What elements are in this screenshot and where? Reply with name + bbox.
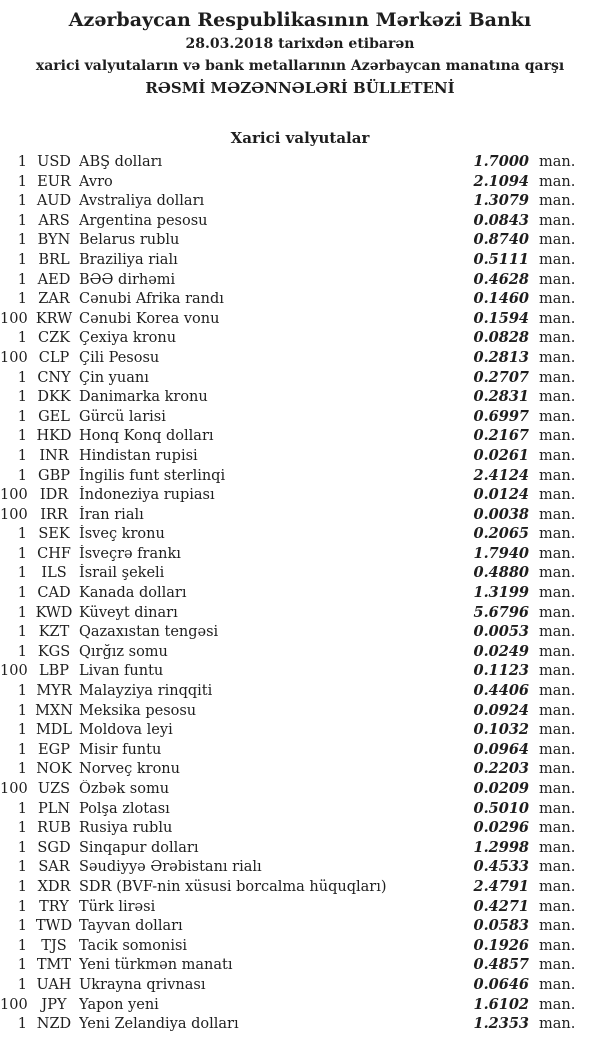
currency-code: NZD — [36, 1016, 72, 1033]
rate-value: 2.1094 — [473, 172, 529, 190]
currency-code: SGD — [37, 839, 71, 856]
page-title: Azərbaycan Respublikasının Mərkəzi Bankı — [68, 9, 532, 31]
rate-row-czk — [0, 328, 576, 348]
unit-label: man. — [539, 976, 576, 993]
currency-code: INR — [39, 447, 69, 464]
rate-row-twd — [0, 916, 576, 936]
quantity: 1 — [17, 1016, 27, 1033]
currency-code: USD — [37, 154, 71, 170]
rate-value: 0.1926 — [473, 936, 529, 954]
quantity: 1 — [17, 820, 27, 837]
currency-name: Sinqapur dolları — [79, 839, 199, 856]
quantity: 1 — [17, 585, 27, 602]
rate-value: 0.4857 — [473, 956, 529, 974]
rate-value: 0.0646 — [473, 975, 529, 993]
currency-code: GEL — [38, 408, 70, 425]
quantity: 100 — [0, 996, 28, 1013]
unit-label: man. — [539, 154, 576, 170]
rate-row-zar — [0, 289, 576, 309]
currency-name: Yeni Zelandiya dolları — [79, 1016, 239, 1033]
currency-code: CLP — [38, 349, 70, 366]
unit-label: man. — [539, 741, 576, 758]
quantity: 1 — [17, 683, 27, 700]
rate-value: 0.4533 — [473, 858, 529, 876]
unit-label: man. — [539, 820, 576, 837]
currency-name: İsrail şekeli — [79, 565, 165, 582]
quantity: 1 — [17, 428, 27, 445]
currency-name: Küveyt dinarı — [79, 604, 178, 621]
quantity: 100 — [0, 349, 28, 366]
rate-row-kgs — [0, 642, 576, 662]
currency-code: AUD — [36, 193, 72, 210]
rate-value: 0.0828 — [473, 329, 529, 347]
quantity: 100 — [0, 310, 28, 327]
rate-row-idr — [0, 485, 576, 505]
quantity: 1 — [17, 389, 27, 406]
rate-value: 0.4880 — [473, 564, 529, 582]
unit-label: man. — [539, 291, 576, 308]
quantity: 1 — [17, 154, 27, 170]
currency-name: Rusiya rublu — [79, 820, 173, 837]
rate-value: 0.1594 — [473, 309, 529, 327]
unit-label: man. — [539, 898, 576, 915]
unit-label: man. — [539, 996, 576, 1013]
rate-row-cad — [0, 583, 576, 603]
quantity: 1 — [17, 937, 27, 954]
currency-code: EUR — [37, 173, 71, 190]
rate-value: 0.4628 — [473, 270, 529, 288]
unit-label: man. — [539, 585, 576, 602]
currency-name: Çin yuanı — [79, 369, 149, 386]
currency-code: UAH — [36, 976, 72, 993]
currency-name: İran rialı — [79, 506, 144, 523]
unit-label: man. — [539, 643, 576, 660]
quantity: 100 — [0, 781, 28, 797]
rate-value: 0.2167 — [473, 427, 529, 445]
currency-name: BƏƏ dirhəmi — [79, 271, 176, 288]
unit-label: man. — [539, 545, 576, 562]
rate-value: 1.3199 — [473, 584, 529, 602]
rate-row-lbp — [0, 661, 576, 681]
quantity: 1 — [17, 761, 27, 778]
rate-row-ars — [0, 211, 576, 231]
currency-code: XDR — [37, 878, 71, 895]
unit-label: man. — [539, 212, 576, 229]
rate-value: 1.2353 — [473, 1015, 529, 1033]
unit-label: man. — [539, 428, 576, 445]
rate-row-chf — [0, 544, 576, 564]
rate-row-myr — [0, 681, 576, 701]
quantity: 1 — [17, 447, 27, 464]
quantity: 1 — [17, 859, 27, 876]
currency-name: Çili Pesosu — [79, 349, 160, 366]
unit-label: man. — [539, 937, 576, 954]
rate-value: 1.3079 — [473, 192, 529, 210]
rate-row-ils — [0, 563, 576, 583]
unit-label: man. — [539, 1016, 576, 1033]
unit-label: man. — [539, 624, 576, 641]
quantity: 1 — [17, 330, 27, 347]
currency-name: İngilis funt sterlinqi — [79, 467, 226, 484]
rate-row-brl — [0, 250, 576, 270]
quantity: 1 — [17, 232, 27, 249]
currency-name: Tacik somonisi — [79, 937, 188, 954]
rate-row-byn — [0, 230, 576, 250]
rate-value: 0.0209 — [473, 780, 529, 797]
bulletin-title: RƏSMİ MƏZƏNNƏLƏRİ BÜLLETENİ — [145, 79, 455, 97]
currency-name: Qırğız somu — [79, 643, 168, 660]
rate-row-hkd — [0, 426, 576, 446]
quantity: 1 — [17, 918, 27, 935]
rate-row-egp — [0, 740, 576, 760]
rate-value: 0.0249 — [473, 642, 529, 660]
unit-label: man. — [539, 369, 576, 386]
unit-label: man. — [539, 467, 576, 484]
rate-row-rub — [0, 818, 576, 838]
rate-row-cny — [0, 368, 576, 388]
currency-name: Özbək somu — [79, 781, 170, 797]
currency-name: ABŞ dolları — [79, 154, 163, 170]
currency-name: Moldova leyi — [79, 722, 173, 739]
rate-value: 0.0924 — [473, 701, 529, 719]
rate-row-eur — [0, 172, 576, 192]
quantity: 1 — [17, 408, 27, 425]
quantity: 1 — [17, 741, 27, 758]
unit-label: man. — [539, 839, 576, 856]
currency-code: KWD — [35, 604, 73, 621]
rate-value: 0.0053 — [473, 623, 529, 641]
currency-name: Cənubi Korea vonu — [79, 310, 220, 327]
rate-row-tjs — [0, 936, 576, 956]
currency-code: IDR — [39, 487, 69, 504]
rate-row-mdl — [0, 720, 576, 740]
quantity: 1 — [17, 957, 27, 974]
rate-value: 0.0038 — [473, 505, 529, 523]
quantity: 1 — [17, 526, 27, 543]
rate-value: 1.2998 — [473, 838, 529, 856]
rate-row-irr — [0, 505, 576, 525]
currency-code: SAR — [38, 859, 70, 876]
rate-row-usd — [0, 152, 576, 172]
currency-name: Malayziya rinqqiti — [79, 683, 213, 700]
currency-name: Kanada dolları — [79, 585, 187, 602]
rate-value: 0.2813 — [473, 348, 529, 366]
currency-name: Avstraliya dolları — [79, 193, 205, 210]
quantity: 1 — [17, 702, 27, 719]
unit-label: man. — [539, 310, 576, 327]
rate-value: 0.5111 — [473, 250, 529, 268]
rate-row-uah — [0, 975, 576, 995]
unit-label: man. — [539, 232, 576, 249]
rate-row-pln — [0, 799, 576, 819]
unit-label: man. — [539, 251, 576, 268]
quantity: 100 — [0, 506, 28, 523]
quantity: 1 — [17, 624, 27, 641]
rate-row-krw — [0, 309, 576, 329]
unit-label: man. — [539, 918, 576, 935]
unit-label: man. — [539, 526, 576, 543]
quantity: 1 — [17, 976, 27, 993]
unit-label: man. — [539, 702, 576, 719]
unit-label: man. — [539, 800, 576, 817]
currency-code: GBP — [38, 467, 70, 484]
currency-name: Braziliya rialı — [79, 251, 178, 268]
rate-value: 0.2831 — [473, 388, 529, 406]
currency-name: Tayvan dolları — [79, 918, 183, 935]
bulletin-header — [0, 0, 600, 98]
rate-value: 0.5010 — [473, 799, 529, 817]
rate-value: 1.7000 — [473, 153, 529, 170]
currency-code: ILS — [41, 565, 67, 582]
quantity: 1 — [17, 291, 27, 308]
rate-value: 0.0124 — [473, 486, 529, 504]
rate-value: 0.1123 — [473, 662, 529, 680]
rate-value: 0.1032 — [473, 721, 529, 739]
currency-code: KZT — [38, 624, 70, 641]
currency-code: CZK — [37, 330, 70, 347]
rate-row-tmt — [0, 955, 576, 975]
unit-label: man. — [539, 408, 576, 425]
currency-code: CAD — [37, 585, 71, 602]
rate-row-nok — [0, 759, 576, 779]
rate-value: 0.2707 — [473, 368, 529, 386]
currency-code: IRR — [40, 506, 68, 523]
currency-code: ARS — [38, 212, 70, 229]
section-title-foreign-currencies: Xarici valyutalar — [230, 129, 370, 147]
quantity: 1 — [17, 193, 27, 210]
subject-line: xarici valyutaların və bank metallarının Azərbaycan manatına qarşı — [35, 58, 565, 74]
rate-row-clp — [0, 348, 576, 368]
rate-value: 0.0964 — [473, 740, 529, 758]
currency-name: Livan funtu — [79, 663, 164, 680]
unit-label: man. — [539, 604, 576, 621]
rate-row-try — [0, 897, 576, 917]
currency-code: JPY — [41, 996, 67, 1013]
quantity: 1 — [17, 878, 27, 895]
rate-value: 2.4124 — [473, 466, 529, 484]
quantity: 1 — [17, 643, 27, 660]
currency-code: AED — [37, 271, 71, 288]
rate-value: 0.8740 — [473, 231, 529, 249]
currency-name: SDR (BVF-nin xüsusi borcalma hüquqları) — [79, 878, 387, 895]
currency-name: Norveç kronu — [79, 761, 180, 778]
currency-code: TRY — [39, 898, 69, 915]
effective-date-line: 28.03.2018 tarixdən etibarən — [185, 36, 415, 52]
currency-name: Avro — [79, 173, 113, 190]
rate-value: 0.2065 — [473, 525, 529, 543]
unit-label: man. — [539, 781, 576, 797]
rate-value: 0.2203 — [473, 760, 529, 778]
rate-value: 0.4406 — [473, 682, 529, 700]
rate-row-gbp — [0, 466, 576, 486]
currency-code: CNY — [37, 369, 71, 386]
currency-code: RUB — [37, 820, 71, 837]
rate-row-xdr — [0, 877, 576, 897]
rate-row-mxn — [0, 701, 576, 721]
quantity: 1 — [17, 839, 27, 856]
rate-value: 0.0296 — [473, 819, 529, 837]
rate-row-inr — [0, 446, 576, 466]
currency-code: PLN — [37, 800, 71, 817]
currency-code: UZS — [37, 781, 71, 797]
quantity: 1 — [17, 898, 27, 915]
rate-value: 1.6102 — [473, 995, 529, 1013]
unit-label: man. — [539, 859, 576, 876]
unit-label: man. — [539, 193, 576, 210]
currency-name: Belarus rublu — [79, 232, 180, 249]
currency-name: Səudiyyə Ərəbistanı rialı — [79, 859, 262, 876]
currency-name: Polşa zlotası — [79, 800, 170, 817]
rates-table — [0, 152, 600, 1034]
currency-code: BYN — [37, 232, 71, 249]
currency-name: Yeni türkmən manatı — [79, 957, 233, 974]
rate-row-sek — [0, 524, 576, 544]
rate-row-sar — [0, 857, 576, 877]
rate-row-gel — [0, 407, 576, 427]
quantity: 1 — [17, 800, 27, 817]
unit-label: man. — [539, 565, 576, 582]
rate-value: 0.0261 — [473, 446, 529, 464]
quantity: 1 — [17, 212, 27, 229]
quantity: 1 — [17, 251, 27, 268]
quantity: 100 — [0, 487, 28, 504]
quantity: 1 — [17, 369, 27, 386]
currency-code: NOK — [36, 761, 72, 778]
currency-name: Yapon yeni — [79, 996, 159, 1013]
rate-row-kwd — [0, 603, 576, 623]
rate-row-kzt — [0, 622, 576, 642]
currency-name: Qazaxıstan tengəsi — [79, 624, 219, 641]
currency-code: KGS — [37, 643, 71, 660]
currency-code: BRL — [38, 251, 70, 268]
unit-label: man. — [539, 663, 576, 680]
currency-name: Meksika pesosu — [79, 702, 197, 719]
currency-name: Hindistan rupisi — [79, 447, 198, 464]
unit-label: man. — [539, 761, 576, 778]
currency-code: TJS — [41, 937, 67, 954]
unit-label: man. — [539, 487, 576, 504]
currency-name: İsveçrə frankı — [79, 545, 181, 562]
rate-row-uzs — [0, 779, 576, 799]
currency-code: MYR — [36, 683, 72, 700]
currency-name: İsveç kronu — [79, 526, 165, 543]
unit-label: man. — [539, 957, 576, 974]
quantity: 1 — [17, 722, 27, 739]
unit-label: man. — [539, 330, 576, 347]
currency-code: KRW — [35, 310, 73, 327]
rate-value: 0.4271 — [473, 897, 529, 915]
currency-name: Argentina pesosu — [79, 212, 208, 229]
currency-name: Ukrayna qrivnası — [79, 976, 206, 993]
quantity: 1 — [17, 604, 27, 621]
currency-name: Cənubi Afrika randı — [79, 291, 224, 308]
unit-label: man. — [539, 389, 576, 406]
currency-code: MXN — [35, 702, 73, 719]
currency-code: TMT — [36, 957, 72, 974]
rate-row-dkk — [0, 387, 576, 407]
quantity: 100 — [0, 663, 28, 680]
currency-name: Danimarka kronu — [79, 389, 208, 406]
currency-name: Gürcü larisi — [79, 408, 166, 425]
quantity: 1 — [17, 545, 27, 562]
currency-name: Türk lirəsi — [79, 898, 156, 915]
rate-value: 2.4791 — [473, 877, 529, 895]
quantity: 1 — [17, 271, 27, 288]
unit-label: man. — [539, 878, 576, 895]
rate-row-aud — [0, 191, 576, 211]
currency-code: MDL — [35, 722, 73, 739]
currency-code: TWD — [35, 918, 73, 935]
currency-code: SEK — [38, 526, 70, 543]
currency-code: DKK — [37, 389, 71, 406]
rate-row-jpy — [0, 995, 576, 1015]
quantity: 1 — [17, 467, 27, 484]
currency-code: ZAR — [38, 291, 70, 308]
rate-value: 5.6796 — [473, 603, 529, 621]
currency-code: EGP — [38, 741, 70, 758]
rate-value: 0.0583 — [473, 917, 529, 935]
rate-value: 0.0843 — [473, 211, 529, 229]
rate-row-sgd — [0, 838, 576, 858]
currency-code: CHF — [37, 545, 71, 562]
rate-value: 0.6997 — [473, 407, 529, 425]
unit-label: man. — [539, 722, 576, 739]
quantity: 1 — [17, 565, 27, 582]
currency-name: Misir funtu — [79, 741, 162, 758]
currency-name: Çexiya kronu — [79, 330, 177, 347]
rate-row-nzd — [0, 1014, 576, 1034]
currency-name: İndoneziya rupiası — [79, 487, 215, 504]
unit-label: man. — [539, 447, 576, 464]
currency-code: HKD — [36, 428, 72, 445]
quantity: 1 — [17, 173, 27, 190]
currency-name: Honq Konq dolları — [79, 428, 214, 445]
unit-label: man. — [539, 271, 576, 288]
currency-code: LBP — [38, 663, 70, 680]
rate-value: 0.1460 — [473, 290, 529, 308]
rate-value: 1.7940 — [473, 544, 529, 562]
unit-label: man. — [539, 683, 576, 700]
unit-label: man. — [539, 506, 576, 523]
unit-label: man. — [539, 173, 576, 190]
rate-row-aed — [0, 270, 576, 290]
unit-label: man. — [539, 349, 576, 366]
